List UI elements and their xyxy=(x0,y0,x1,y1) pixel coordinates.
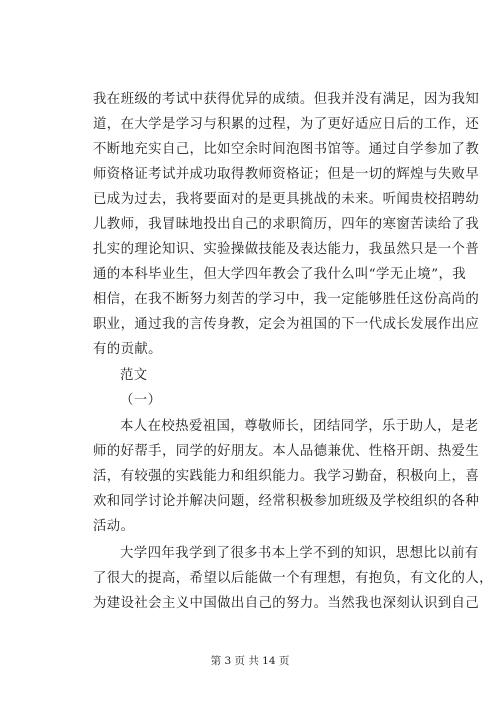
paragraph-1-line: 师资格证考试并成功取得教师资格证；但是一切的辉煌与失败早 xyxy=(93,167,480,182)
paragraph-3-line: 大学四年我学到了很多书本上学不到的知识，思想比以前有 xyxy=(120,546,479,561)
paragraph-1-line: 职业，通过我的言传身教，定会为祖国的下一代成长发展作出应 xyxy=(93,317,480,332)
sub-heading: （一） xyxy=(120,393,162,408)
paragraph-1-line: 已成为过去，我将要面对的是更具挑战的未来。听闻贵校招聘幼 xyxy=(93,192,480,207)
paragraph-1-line: 不断地充实自己，比如空余时间泡图书馆等。通过自学参加了教 xyxy=(93,142,480,157)
section-heading: 范文 xyxy=(120,368,148,383)
paragraph-3-line: 了很大的提高，希望以后能做一个有理想，有抱负，有文化的人， xyxy=(93,571,493,586)
paragraph-2-line: 活，有较强的实践能力和组织能力。我学习勤奋，积极向上，喜 xyxy=(93,469,480,484)
page-number-footer: 第 3 页 共 14 页 xyxy=(210,655,290,667)
paragraph-1-line: 相信，在我不断努力刻苦的学习中，我一定能够胜任这份高尚的 xyxy=(93,292,480,307)
paragraph-1-line: 有的贡献。 xyxy=(93,342,162,357)
paragraph-2-line: 师的好帮手，同学的好朋友。本人品德兼优、性格开朗、热爱生 xyxy=(93,444,480,459)
paragraph-2-line: 欢和同学讨论并解决问题，经常积极参加班级及学校组织的各种 xyxy=(93,494,480,509)
paragraph-2-line: 活动。 xyxy=(93,519,135,534)
paragraph-1-line: 我在班级的考试中获得优异的成绩。但我并没有满足，因为我知 xyxy=(93,92,480,107)
paragraph-1-line: 道，在大学是学习与积累的过程，为了更好适应日后的工作，还 xyxy=(93,117,480,132)
paragraph-3-line: 为建设社会主义中国做出自己的努力。当然我也深刻认识到自己 xyxy=(93,596,480,611)
paragraph-1-line: 通的本科毕业生，但大学四年教会了我什么叫“学无止境”，我 xyxy=(93,267,467,282)
paragraph-1-line: 扎实的理论知识、实验操做技能及表达能力，我虽然只是一个普 xyxy=(93,242,480,257)
paragraph-1-line: 儿教师，我冒昧地投出自己的求职简历，四年的寒窗苦读给了我 xyxy=(93,217,480,232)
paragraph-2-line: 本人在校热爱祖国，尊敬师长，团结同学，乐于助人，是老 xyxy=(120,419,479,434)
